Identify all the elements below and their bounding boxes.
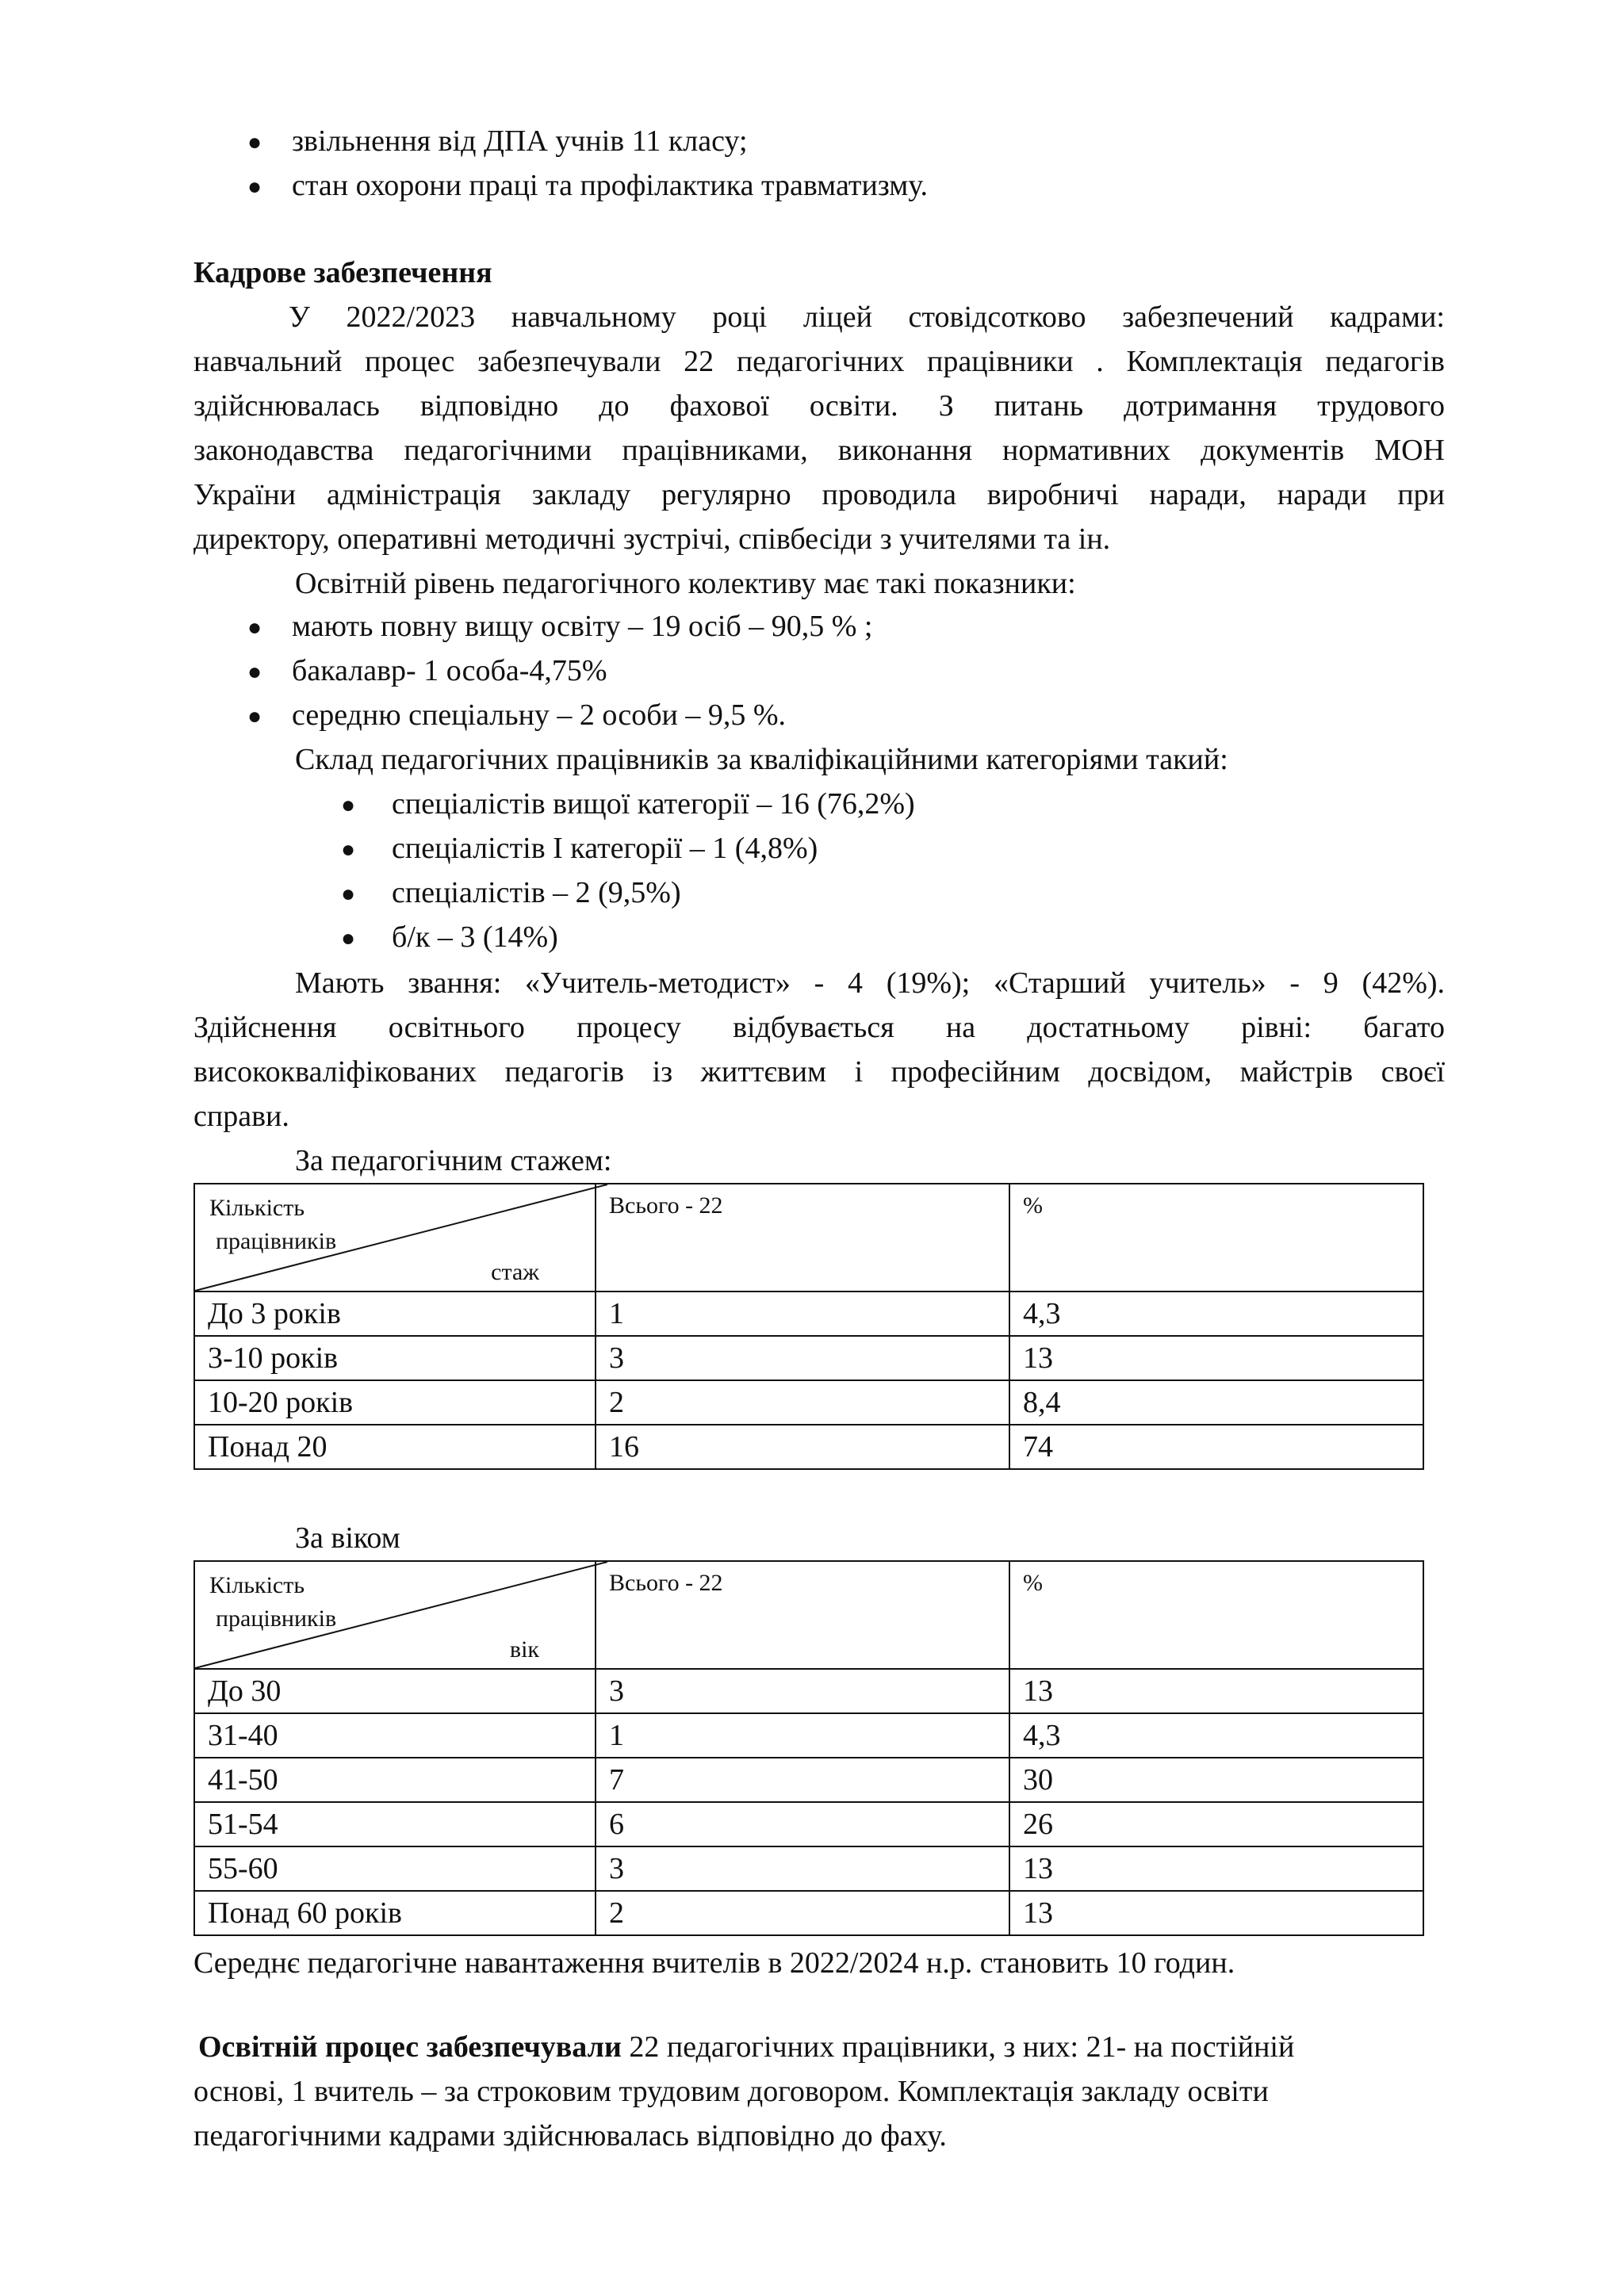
bullet-icon: ● <box>341 925 356 951</box>
bullet-icon: ● <box>247 703 262 729</box>
table-caption: За віком <box>295 1521 400 1555</box>
table-cell: 10-20 років <box>194 1380 596 1425</box>
list-item: середню спеціальну – 2 особи – 9,5 %. <box>292 698 787 732</box>
header-cell: % <box>1009 1184 1423 1292</box>
paragraph-line: Здійснення освітнього процесу відбувається на достатньому рівні: багато <box>193 1011 1445 1044</box>
header-label: Кількість <box>209 1195 305 1221</box>
table-cell: 4,3 <box>1009 1713 1423 1758</box>
bullet-icon: ● <box>341 792 356 818</box>
paragraph-line: справи. <box>193 1100 289 1133</box>
bullet-icon: ● <box>247 129 262 155</box>
process-line <box>198 2030 1294 2064</box>
header-label: Кількість <box>209 1572 305 1598</box>
bullet-icon: ● <box>247 614 262 641</box>
bullet-icon: ● <box>247 659 262 685</box>
table-cell: 51-54 <box>194 1802 596 1846</box>
list-item: звільнення від ДПА учнів 11 класу; <box>292 124 748 158</box>
workload-note: Середнє педагогічне навантаження вчителів в 2022/2024 н.р. становить 10 годин. <box>193 1946 1235 1980</box>
bullet-icon: ● <box>247 174 262 200</box>
table-row <box>194 1336 1423 1380</box>
list-item: спеціалістів – 2 (9,5%) <box>392 876 681 909</box>
table-header-row <box>194 1184 1423 1292</box>
table-cell: 3 <box>596 1336 1009 1380</box>
table-cell: До 3 років <box>194 1292 596 1336</box>
process-text: 22 педагогічних працівники, з них: 21- на постійній <box>621 2030 1295 2064</box>
table-cell: 74 <box>1009 1425 1423 1469</box>
header-label: стаж <box>491 1259 539 1285</box>
table-cell: 26 <box>1009 1802 1423 1846</box>
table-cell: 4,3 <box>1009 1292 1423 1336</box>
list-item: мають повну вищу освіту – 19 осіб – 90,5 % ; <box>292 610 873 643</box>
table-cell: 30 <box>1009 1758 1423 1802</box>
table-cell: 31-40 <box>194 1713 596 1758</box>
paragraph-line: України адміністрація закладу регулярно проводила виробничі наради, наради при <box>193 478 1445 511</box>
table-cell: 13 <box>1009 1891 1423 1935</box>
table-cell: 1 <box>596 1292 1009 1336</box>
table-row <box>194 1669 1423 1713</box>
table-row <box>194 1292 1423 1336</box>
table-row <box>194 1891 1423 1935</box>
table-cell: 13 <box>1009 1846 1423 1891</box>
paragraph-line: навчальний процес забезпечували 22 педагогічних працівники . Комплектація педагогів <box>193 345 1445 378</box>
age-table <box>193 1560 1424 1936</box>
table-row <box>194 1380 1423 1425</box>
table-row <box>194 1758 1423 1802</box>
diagonal-header-cell <box>194 1184 596 1292</box>
diagonal-header-cell <box>194 1561 596 1669</box>
table-cell: 6 <box>596 1802 1009 1846</box>
bullet-icon: ● <box>341 881 356 907</box>
experience-table <box>193 1183 1424 1470</box>
table-cell: 41-50 <box>194 1758 596 1802</box>
header-cell: % <box>1009 1561 1423 1669</box>
list-item: бакалавр- 1 особа-4,75% <box>292 654 607 687</box>
list-item: стан охорони праці та профілактика травматизму. <box>292 169 929 202</box>
table-cell: 55-60 <box>194 1846 596 1891</box>
process-lead: Освітній процес забезпечували <box>198 2030 622 2064</box>
table-cell: 3-10 років <box>194 1336 596 1380</box>
table-row <box>194 1846 1423 1891</box>
table-cell: 3 <box>596 1846 1009 1891</box>
header-label: працівників <box>216 1228 337 1254</box>
paragraph-line: директору, оперативні методичні зустрічі, співбесіди з учителями та ін. <box>193 522 1111 556</box>
table-row <box>194 1425 1423 1469</box>
bullet-icon: ● <box>341 836 356 863</box>
paragraph-line: висококваліфікованих педагогів із життєвим і професійним досвідом, майстрів своєї <box>193 1055 1445 1089</box>
list-item: б/к – 3 (14%) <box>392 920 558 954</box>
table-cell: 7 <box>596 1758 1009 1802</box>
table-cell: 8,4 <box>1009 1380 1423 1425</box>
paragraph-line: здійснювалась відповідно до фахової освіти. З питань дотримання трудового <box>193 389 1445 423</box>
table-header-row <box>194 1561 1423 1669</box>
table-cell: 1 <box>596 1713 1009 1758</box>
table-cell: 3 <box>596 1669 1009 1713</box>
paragraph-line: У 2022/2023 навчальному році ліцей стовідсотково забезпечений кадрами: <box>289 300 1445 334</box>
list-item: спеціалістів І категорії – 1 (4,8%) <box>392 832 818 865</box>
paragraph-line: законодавства педагогічними працівниками, виконання нормативних документів МОН <box>193 434 1445 467</box>
table-cell: 16 <box>596 1425 1009 1469</box>
table-row <box>194 1713 1423 1758</box>
table-cell: Понад 60 років <box>194 1891 596 1935</box>
paragraph-line: Мають звання: «Учитель-методист» - 4 (19%); «Старший учитель» - 9 (42%). <box>295 966 1445 1000</box>
table-row <box>194 1802 1423 1846</box>
categories-intro: Склад педагогічних працівників за кваліфікаційними категоріями такий: <box>295 743 1228 776</box>
table-cell: Понад 20 <box>194 1425 596 1469</box>
table-cell: 13 <box>1009 1669 1423 1713</box>
list-item: спеціалістів вищої категорії – 16 (76,2%) <box>392 787 915 821</box>
table-cell: 13 <box>1009 1336 1423 1380</box>
table-cell: 2 <box>596 1380 1009 1425</box>
table-cell: До 30 <box>194 1669 596 1713</box>
process-line: педагогічними кадрами здійснювалась відповідно до фаху. <box>193 2119 947 2152</box>
header-cell: Всього - 22 <box>596 1184 1009 1292</box>
table-cell: 2 <box>596 1891 1009 1935</box>
section-heading: Кадрове забезпечення <box>193 256 492 289</box>
table-caption: За педагогічним стажем: <box>295 1144 612 1177</box>
education-intro: Освітній рівень педагогічного колективу має такі показники: <box>295 567 1076 600</box>
header-label: працівників <box>216 1605 337 1632</box>
header-cell: Всього - 22 <box>596 1561 1009 1669</box>
header-label: вік <box>509 1636 539 1663</box>
process-line: основі, 1 вчитель – за строковим трудовим договором. Комплектація закладу освіти <box>193 2075 1269 2108</box>
